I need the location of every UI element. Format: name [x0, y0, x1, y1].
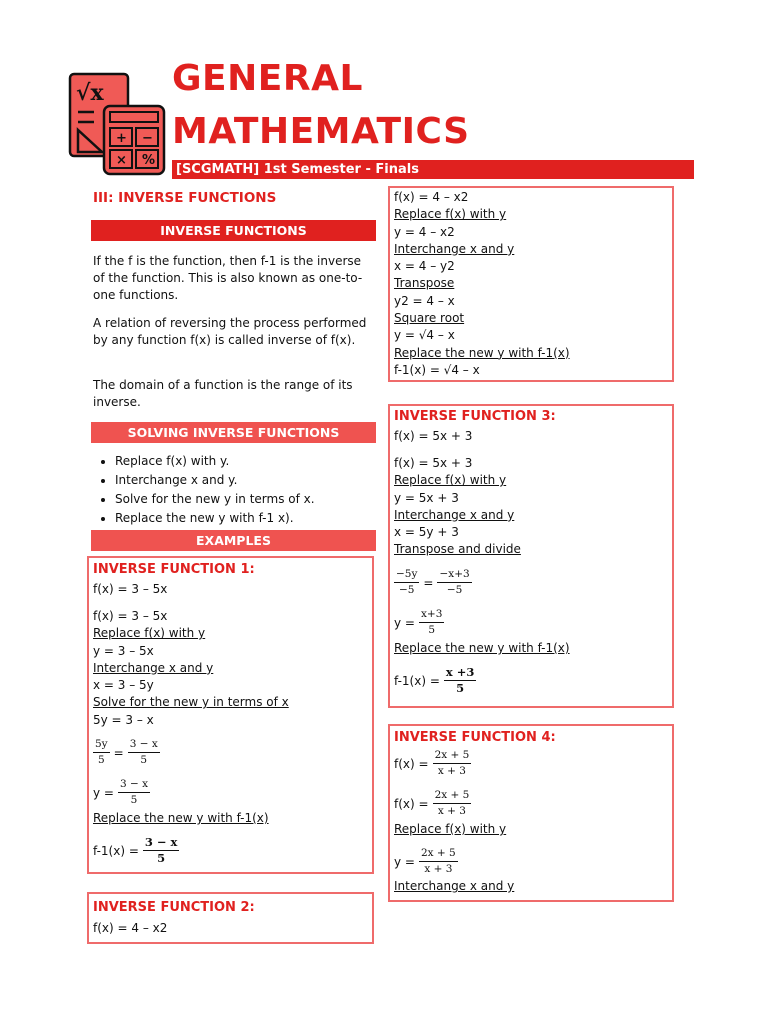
fraction: $\frac{2x + 5}{x + 3}$ — [420, 847, 456, 875]
if3-line: Transpose and divide — [394, 542, 521, 557]
if3-line: f(x) = 5x + 3 — [394, 456, 473, 470]
if2-steps — [394, 189, 570, 379]
step-item: • Solve for the new y in terms of x. — [115, 490, 373, 509]
fraction: $\frac{2x + 5}{x + 3}$ — [434, 789, 470, 817]
if1-inverse-eq: f-1(x) = $\frac{3 - x}{5}$ — [93, 835, 178, 865]
subtitle-bar: [SCGMATH] 1st Semester - Finals — [172, 160, 694, 179]
if1-y-eq: y = $\frac{3 - x}{5}$ — [93, 778, 149, 806]
if3-y-eq: y = $\frac{x+3}{5}$ — [394, 608, 443, 636]
if2-line: x = 4 – y2 — [394, 259, 455, 274]
if1-given: f(x) = 3 – 5x — [93, 582, 168, 596]
if3-title: INVERSE FUNCTION 3: — [394, 409, 556, 424]
step-item: • Replace the new y with f-1 x). — [115, 509, 373, 528]
if1-line: 5y = 3 – x — [93, 712, 154, 727]
paragraph-relation: A relation of reversing the process performed by any function f(x) is called inverse of f(x). — [93, 316, 367, 347]
if4-title: INVERSE FUNCTION 4: — [394, 730, 556, 745]
if4-line: Replace f(x) with y — [394, 822, 507, 836]
if3-line: Replace f(x) with y — [394, 473, 507, 488]
if4-line: Interchange x and y — [394, 879, 515, 893]
if1-line: Replace f(x) with y — [93, 626, 206, 641]
calculator-icon — [68, 72, 168, 176]
if2-line: Square root — [394, 311, 465, 326]
paragraph-definition: If the f is the function, then f-1 is the inverse of the function. This is also known as one-to-one functions. — [93, 254, 363, 302]
step-item: • Interchange x and y. — [115, 471, 373, 490]
if4-step-eq: f(x) = $\frac{2x + 5}{x + 3}$ — [394, 789, 470, 817]
if2-line: f(x) = 4 – x2 — [394, 190, 469, 204]
examples-bar: EXAMPLES — [91, 530, 376, 551]
page-title-line2: MATHEMATICS — [172, 111, 470, 152]
if2-title: INVERSE FUNCTION 2: — [93, 900, 255, 915]
steps-list — [93, 452, 373, 528]
if2-line: y = 4 – x2 — [394, 224, 455, 239]
fraction: $\frac{2x + 5}{x + 3}$ — [434, 749, 470, 777]
step-item: • Replace f(x) with y. — [115, 452, 373, 471]
fraction: $\frac{3 - x}{5}$ — [129, 738, 158, 766]
paragraph-domain: The domain of a function is the range of its inverse. — [93, 378, 353, 409]
math-logo — [68, 72, 168, 176]
if2-line: Replace the new y with f-1(x) — [394, 345, 570, 360]
if2-line: Interchange x and y — [394, 241, 515, 256]
if3-line: y = 5x + 3 — [394, 490, 459, 505]
if1-line: Interchange x and y — [93, 660, 214, 675]
if1-steps — [93, 608, 289, 729]
if2-line: y = √4 – x — [394, 328, 455, 343]
svg-text:%: % — [142, 153, 156, 168]
page-title-line1: GENERAL — [172, 58, 363, 99]
if4-y-eq: y = $\frac{2x + 5}{x + 3}$ — [394, 847, 456, 875]
solving-inverse-bar: SOLVING INVERSE FUNCTIONS — [91, 422, 376, 443]
if1-line: Replace the new y with f-1(x) — [93, 811, 269, 825]
if1-fraction-eq: $\frac{5y}{5}$ = $\frac{3 - x}{5}$ — [95, 738, 158, 766]
if1-line: f(x) = 3 – 5x — [93, 609, 168, 623]
fraction: $\frac{x +3}{5}$ — [445, 665, 475, 695]
if3-line: Replace the new y with f-1(x) — [394, 641, 570, 655]
if3-line: Interchange x and y — [394, 507, 515, 522]
svg-text:×: × — [116, 153, 127, 168]
fraction: $\frac{-5y}{-5}$ — [396, 568, 418, 596]
if2-line: Replace f(x) with y — [394, 207, 507, 222]
if1-title: INVERSE FUNCTION 1: — [93, 562, 255, 577]
if3-fraction-eq: $\frac{-5y}{-5}$ = $\frac{-x+3}{-5}$ — [396, 568, 470, 596]
svg-text:+: + — [116, 131, 127, 146]
if1-line: y = 3 – 5x — [93, 643, 154, 658]
if4-given-eq: f(x) = $\frac{2x + 5}{x + 3}$ — [394, 749, 470, 777]
fraction: $\frac{3 - x}{5}$ — [119, 778, 149, 806]
section-title: III: INVERSE FUNCTIONS — [93, 190, 277, 206]
svg-text:−: − — [142, 131, 153, 146]
if2-line: f-1(x) = √4 – x — [394, 362, 480, 377]
if2-line: y2 = 4 – x — [394, 293, 455, 308]
if3-inverse-eq: f-1(x) = $\frac{x +3}{5}$ — [394, 665, 475, 695]
svg-text:√x: √x — [76, 80, 104, 106]
inverse-functions-bar: INVERSE FUNCTIONS — [91, 220, 376, 241]
fraction: $\frac{5y}{5}$ — [95, 738, 108, 766]
if2-line: Transpose — [394, 276, 455, 291]
if3-given: f(x) = 5x + 3 — [394, 429, 473, 443]
fraction: $\frac{3 - x}{5}$ — [144, 835, 178, 865]
if2-given: f(x) = 4 – x2 — [93, 921, 168, 935]
fraction: $\frac{-x+3}{-5}$ — [439, 568, 470, 596]
if3-line: x = 5y + 3 — [394, 525, 459, 540]
if3-steps — [394, 455, 521, 559]
if1-line: Solve for the new y in terms of x — [93, 695, 289, 710]
fraction: $\frac{x+3}{5}$ — [420, 608, 443, 636]
if1-line: x = 3 – 5y — [93, 678, 154, 693]
